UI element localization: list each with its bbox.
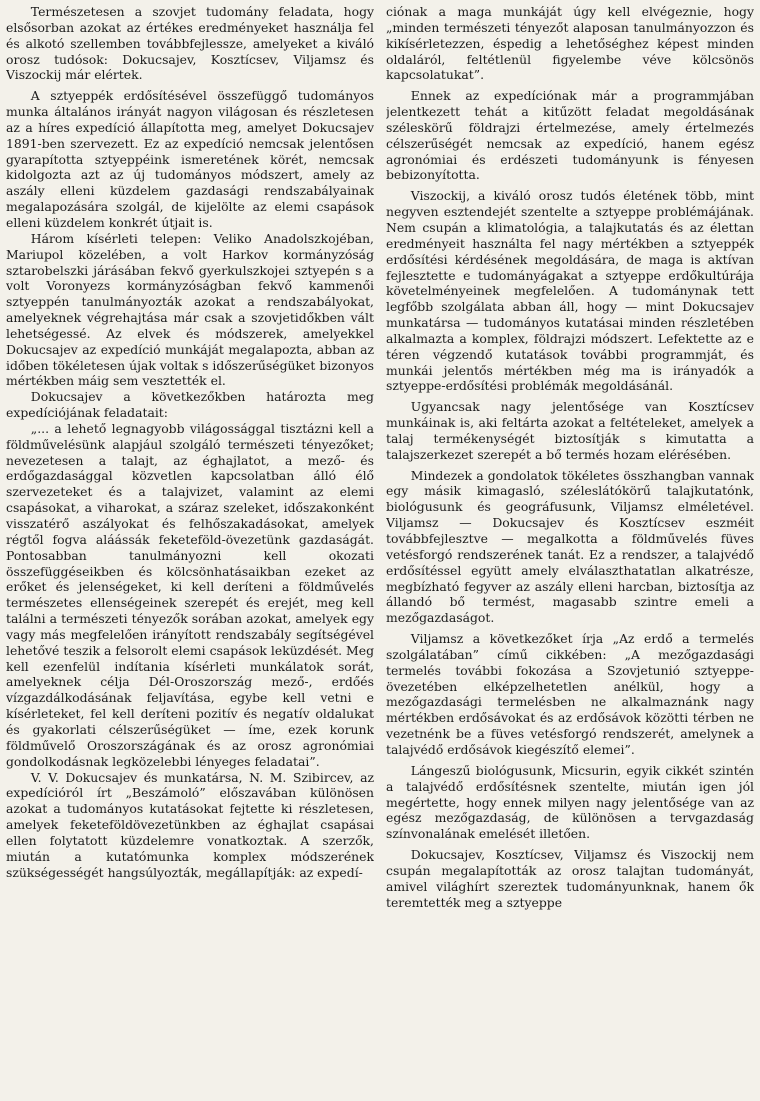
left-column	[6, 4, 374, 1101]
paragraph: Lángeszű biológusunk, Micsurin, egyik cikkét szintén a talajvédő erdősítésnek szentelte, miután igen jól megértette, hogy ennek milyen nagy jelentősége van az egész mezőgazdaság, de különösen a tervgazdaság színvonalának emelését illetően.	[386, 762, 754, 842]
paragraph-continued: ciónak a maga munkáját úgy kell elvégeznie, hogy „minden természeti tényezőt alaposan tanulmányozzon és kikísérletezzen, éspedig a lehetőséghez képest minden oldaláról, feltétlenül figyelembe véve kölcsönös kapcsolatukat”.	[386, 4, 754, 83]
paragraph: A sztyeppék erdősítésével összefüggő tudományos munka általános irányát nagyon világosan és részletesen az a híres expedíció állapította meg, amelyet Dokucsajev 1891-ben szervezett. Ez az expedíció nemcsak jelentősen gyarapította sztyeppéink ismeretének körét, nemcsak kidolgozta azt az új tudományos módszert, amely az aszály elleni küzdelem gazdasági rendszabályainak megalapozására szolgál, de kijelölte az elemi csapások elleni küzdelem konkrét útjait is.	[6, 88, 374, 230]
paragraph: Dokucsajev, Kosztícsev, Viljamsz és Viszockij nem csupán megalapították az orosz talajtan tudományát, amivel világhírt szereztek tudományunknak, hanem ők teremtették meg a sztyeppe	[386, 847, 754, 910]
paragraph: Ennek az expedíciónak már a programmjában jelentkezett tehát a kitűzött feladat megoldásának széleskörű földrajzi értelmezése, amely értelmezés célszerűségét nemcsak az expedíció, hanem egész agronómiai és erdészeti tudományunk is fényesen bebizonyította.	[386, 88, 754, 183]
right-column	[386, 4, 754, 1101]
paragraph: Természetesen a szovjet tudomány feladata, hogy elsősorban azokat az értékes eredményeket használja fel és alkotó szellemben továbbfejlessze, amelyeket a kiváló orosz tudósok: Dokucsajev, Kosztícsev, Viljamsz és Viszockij már elértek.	[6, 4, 374, 83]
quotation-paragraph: „... a lehető legnagyobb világossággal tisztázni kell a földművelésünk alapjául szolgáló természeti tényezőket; nevezetesen a talajt, az éghajlatot, a mező- és erdőgazdasággal közvetlen kapcsolatban álló élő szervezeteket és a talajvizet, valamint az elemi csapásokat, a viharokat, a száraz szeleket, időszakonként visszatérő aszályokat és felhőszakadásokat, amelyek régtől fogva aláássák feketeföld-övezetünk gazdaságát. Pontosabban tanulmányozni kell okozati összefüggéseikben és kölcsönhatásaikban ezeket az erőket és jelenségeket, ki kell deríteni a földművelés természetes ellenségeinek szerepét és erejét, meg kell találni a természeti tényezők sorában azokat, amelyek egy vagy más megfelelően irányított rendszabály segítségével lehetővé teszik a felsorolt elemi csapások leküzdését. Meg kell ezenfelül indítania kísérleti munkálatok sorát, amelyeknek célja Dél-Oroszország mező-, erdőés vízgazdálkodásának feljavítása, egybe kell vetni e kísérleteket, fel kell deríteni pozitív és negatív oldalukat és gyakorlati célszerűségüket — íme, ezek korunk földművelő Oroszországának és az orosz agronómiai gondolkodásnak legközelebbi lényeges feladatai”.	[6, 420, 374, 769]
paragraph: Mindezek a gondolatok tökéletes összhangban vannak egy másik kimagasló, széleslátókörű talajkutatónk, biológusunk és geográfusunk, Viljamsz elméletével. Viljamsz — Dokucsajev és Kosztícsev eszméit továbbfejlesztve — megalkotta a földművelés füves vetésforgó rendszerének tanát. Ez a rendszer, a talajvédő erdősítéssel együtt amely elválaszthatatlan alkatrésze, megbízható fegyver az aszály elleni harcban, biztosítja az állandó bő termést, magasabb szintre emeli a mezőgazdaságot.	[386, 467, 754, 626]
paragraph: V. V. Dokucsajev és munkatársa, N. M. Szibircev, az expedícióról írt „Beszámoló” előszavában különösen azokat a tudományos kutatásokat fejtette ki részletesen, amelyek feketeföldövezetünkben az éghajlat csapásai ellen folytatott küzdelemre vonatkoztak. A szerzők, miután a kutatómunka komplex módszerének szükségességét hangsúlyozták, megállapítják: az expedí-	[6, 769, 374, 880]
paragraph: Viszockij, a kiváló orosz tudós életének több, mint negyven esztendejét szentelte a sztyeppe problémájának. Nem csupán a klimatológia, a talajkutatás és az élettan eredményeit használta fel nagy mértékben a sztyeppék erdősítési kérdésének megoldására, de maga is aktívan fejlesztette e tudományágakat a sztyeppe erdőkultúrája követelményeinek megfelelően. A tudománynak tett legfőbb szolgálata abban áll, hogy — mint Dokucsajev munkatársa — tudományos kutatásai minden részletében alkalmazta a komplex, földrajzi módszert. Lefektette az e téren végzendő kutatások további programmját, és munkái jelentős mértékben még ma is irányadók a sztyeppe-erdősítési problémák megoldásánál.	[386, 188, 754, 394]
paragraph: Három kísérleti telepen: Veliko Anadolszkojéban, Mariupol közelében, a volt Harkov kormányzóság sztarobelszki járásában fekvő gyerkulszkojei sztyepén s a volt Voronyezs kormányzóságban fekvő kammenői sztyeppén tanulmányozták azokat a rendszabályokat, amelyeknek végrehajtása már csak a szovjetidőkben vált lehetségessé. Az elvek és módszerek, amelyekkel Dokucsajev az expedíció munkáját megalapozta, abban az időben tökéletesen újak voltak s időszerűségüket bizonyos mértékben máig sem vesztették el.	[6, 230, 374, 389]
paragraph: Dokucsajev a következőkben határozta meg expedíciójának feladatait:	[6, 389, 374, 421]
paragraph: Ugyancsak nagy jelentősége van Kosztícsev munkáinak is, aki feltárta azokat a feltételeket, amelyek a talaj termékenységét biztosítják s kimutatta a talajszerkezet szerepét a bő termés hozam elérésében.	[386, 399, 754, 462]
paragraph: Viljamsz a következőket írja „Az erdő a termelés szolgálatában” című cikkében: „A mezőgazdasági termelés további fokozása a Szovjetunió sztyeppe-övezetében elképzelhetetlen anélkül, hogy a mezőgazdasági termelésben ne alkalmaznánk nagy mértékben erdősávokat és az erdősávok közötti térben ne vezetnénk be a füves vetésforgó rendszerét, amelynek a talajvédő erdősávok kiegészítő elemei”.	[386, 631, 754, 757]
